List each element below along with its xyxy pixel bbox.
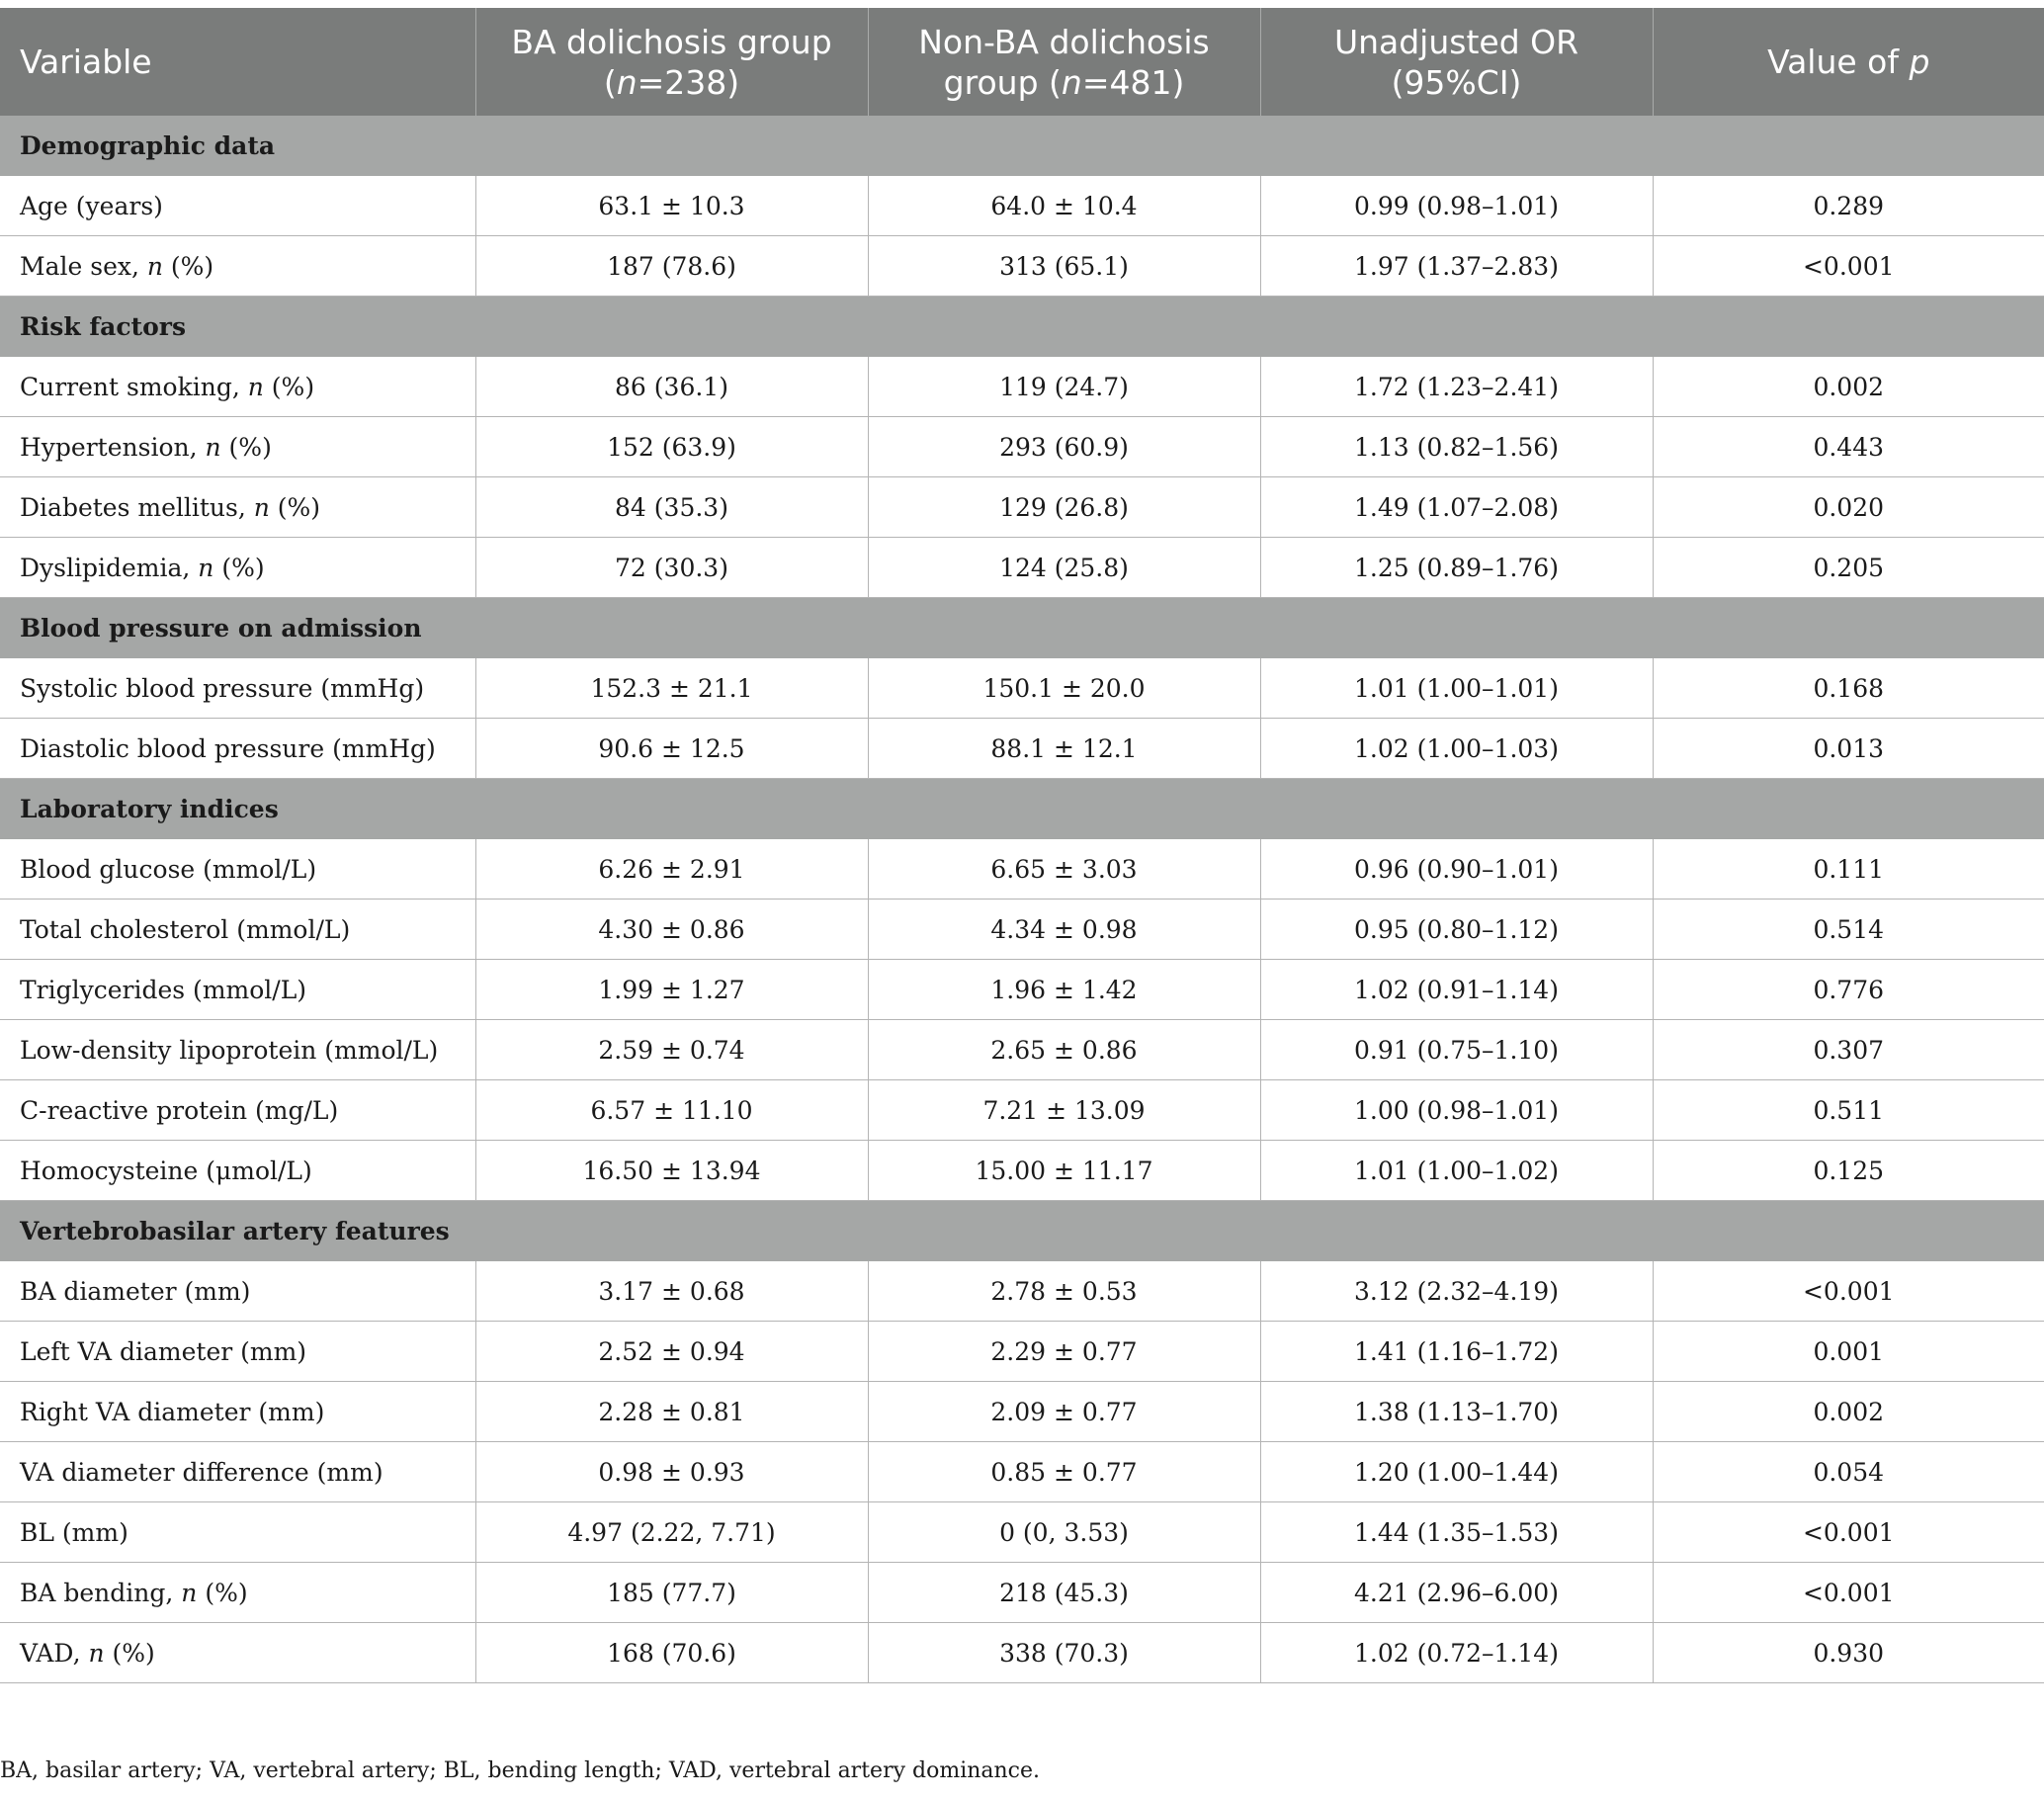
table-row [0, 1322, 2044, 1382]
row-label: BA diameter (mm) [0, 1261, 475, 1322]
row-label: VA diameter difference (mm) [0, 1442, 475, 1502]
cell-non-ba-group: 2.09 ± 0.77 [868, 1382, 1260, 1442]
table-row [0, 1080, 2044, 1141]
cell-p-value: <0.001 [1653, 1502, 2044, 1563]
cell-ba-group: 63.1 ± 10.3 [475, 176, 868, 236]
cell-ba-group: 2.28 ± 0.81 [475, 1382, 868, 1442]
table-row [0, 1020, 2044, 1080]
cell-p-value: 0.020 [1653, 477, 2044, 538]
cell-non-ba-group: 124 (25.8) [868, 538, 1260, 598]
cell-unadjusted-or: 1.72 (1.23–2.41) [1260, 357, 1653, 417]
header-variable: Variable [0, 8, 475, 116]
cell-p-value: 0.168 [1653, 658, 2044, 719]
cell-ba-group: 4.30 ± 0.86 [475, 900, 868, 960]
cell-ba-group: 72 (30.3) [475, 538, 868, 598]
table-row [0, 1623, 2044, 1683]
header-unadjusted-or: Unadjusted OR (95%CI) [1260, 8, 1653, 116]
cell-p-value: 0.054 [1653, 1442, 2044, 1502]
cell-non-ba-group: 7.21 ± 13.09 [868, 1080, 1260, 1141]
cell-p-value: <0.001 [1653, 1563, 2044, 1623]
cell-unadjusted-or: 1.02 (0.72–1.14) [1260, 1623, 1653, 1683]
cell-non-ba-group: 4.34 ± 0.98 [868, 900, 1260, 960]
table-row [0, 176, 2044, 236]
cell-unadjusted-or: 0.91 (0.75–1.10) [1260, 1020, 1653, 1080]
cell-unadjusted-or: 0.99 (0.98–1.01) [1260, 176, 1653, 236]
cell-non-ba-group: 313 (65.1) [868, 236, 1260, 297]
cell-non-ba-group: 2.29 ± 0.77 [868, 1322, 1260, 1382]
row-label: Male sex, n (%) [0, 236, 475, 297]
section-title: Risk factors [0, 297, 2044, 357]
cell-p-value: 0.125 [1653, 1141, 2044, 1201]
row-label: Current smoking, n (%) [0, 357, 475, 417]
cell-p-value: 0.514 [1653, 900, 2044, 960]
cell-non-ba-group: 0.85 ± 0.77 [868, 1442, 1260, 1502]
row-label: Blood glucose (mmol/L) [0, 839, 475, 900]
row-label: Age (years) [0, 176, 475, 236]
row-label: Right VA diameter (mm) [0, 1382, 475, 1442]
cell-non-ba-group: 64.0 ± 10.4 [868, 176, 1260, 236]
row-label: Diastolic blood pressure (mmHg) [0, 719, 475, 779]
cell-p-value: 0.289 [1653, 176, 2044, 236]
cell-p-value: 0.111 [1653, 839, 2044, 900]
header-p-value: Value of p [1653, 8, 2044, 116]
cell-non-ba-group: 129 (26.8) [868, 477, 1260, 538]
cell-unadjusted-or: 1.44 (1.35–1.53) [1260, 1502, 1653, 1563]
cell-p-value: 0.307 [1653, 1020, 2044, 1080]
cell-p-value: 0.205 [1653, 538, 2044, 598]
cell-ba-group: 185 (77.7) [475, 1563, 868, 1623]
row-label: Systolic blood pressure (mmHg) [0, 658, 475, 719]
section-row [0, 1201, 2044, 1261]
cell-unadjusted-or: 1.25 (0.89–1.76) [1260, 538, 1653, 598]
cell-ba-group: 6.26 ± 2.91 [475, 839, 868, 900]
row-label: Triglycerides (mmol/L) [0, 960, 475, 1020]
cell-unadjusted-or: 1.38 (1.13–1.70) [1260, 1382, 1653, 1442]
cell-ba-group: 16.50 ± 13.94 [475, 1141, 868, 1201]
cell-non-ba-group: 2.65 ± 0.86 [868, 1020, 1260, 1080]
cell-ba-group: 6.57 ± 11.10 [475, 1080, 868, 1141]
section-title: Laboratory indices [0, 779, 2044, 839]
section-row [0, 297, 2044, 357]
row-label: BA bending, n (%) [0, 1563, 475, 1623]
header-row [0, 8, 2044, 116]
cell-unadjusted-or: 1.97 (1.37–2.83) [1260, 236, 1653, 297]
table-row [0, 236, 2044, 297]
cell-non-ba-group: 0 (0, 3.53) [868, 1502, 1260, 1563]
cell-unadjusted-or: 1.13 (0.82–1.56) [1260, 417, 1653, 477]
table-row [0, 1563, 2044, 1623]
table-body [0, 116, 2044, 1683]
row-label: Hypertension, n (%) [0, 417, 475, 477]
row-label: Low-density lipoprotein (mmol/L) [0, 1020, 475, 1080]
cell-non-ba-group: 150.1 ± 20.0 [868, 658, 1260, 719]
cell-unadjusted-or: 4.21 (2.96–6.00) [1260, 1563, 1653, 1623]
row-label: Left VA diameter (mm) [0, 1322, 475, 1382]
cell-unadjusted-or: 1.01 (1.00–1.02) [1260, 1141, 1653, 1201]
cell-ba-group: 152 (63.9) [475, 417, 868, 477]
cell-unadjusted-or: 1.02 (0.91–1.14) [1260, 960, 1653, 1020]
cell-p-value: <0.001 [1653, 1261, 2044, 1322]
table-row [0, 357, 2044, 417]
table-row [0, 1502, 2044, 1563]
header-ba-group: BA dolichosis group (n=238) [475, 8, 868, 116]
cell-p-value: 0.013 [1653, 719, 2044, 779]
table-row [0, 719, 2044, 779]
cell-ba-group: 168 (70.6) [475, 1623, 868, 1683]
row-label: Homocysteine (μmol/L) [0, 1141, 475, 1201]
table-row [0, 1261, 2044, 1322]
cell-p-value: 0.776 [1653, 960, 2044, 1020]
section-row [0, 779, 2044, 839]
cell-p-value: 0.443 [1653, 417, 2044, 477]
cell-p-value: <0.001 [1653, 236, 2044, 297]
table-footnote: BA, basilar artery; VA, vertebral artery; BL, bending length; VAD, vertebral artery dominance. [0, 1758, 1041, 1783]
cell-non-ba-group: 218 (45.3) [868, 1563, 1260, 1623]
row-label: BL (mm) [0, 1502, 475, 1563]
cell-ba-group: 2.59 ± 0.74 [475, 1020, 868, 1080]
cell-p-value: 0.001 [1653, 1322, 2044, 1382]
cell-unadjusted-or: 1.20 (1.00–1.44) [1260, 1442, 1653, 1502]
cell-non-ba-group: 2.78 ± 0.53 [868, 1261, 1260, 1322]
section-row [0, 598, 2044, 658]
table-row [0, 658, 2044, 719]
cell-non-ba-group: 6.65 ± 3.03 [868, 839, 1260, 900]
cell-p-value: 0.002 [1653, 1382, 2044, 1442]
row-label: Total cholesterol (mmol/L) [0, 900, 475, 960]
cell-unadjusted-or: 3.12 (2.32–4.19) [1260, 1261, 1653, 1322]
cell-p-value: 0.930 [1653, 1623, 2044, 1683]
table-row [0, 1141, 2044, 1201]
row-label: Diabetes mellitus, n (%) [0, 477, 475, 538]
table-row [0, 417, 2044, 477]
cell-unadjusted-or: 0.96 (0.90–1.01) [1260, 839, 1653, 900]
cell-ba-group: 4.97 (2.22, 7.71) [475, 1502, 868, 1563]
table-row [0, 900, 2044, 960]
table-row [0, 538, 2044, 598]
row-label: VAD, n (%) [0, 1623, 475, 1683]
table-row [0, 477, 2044, 538]
section-title: Demographic data [0, 116, 2044, 176]
cell-ba-group: 2.52 ± 0.94 [475, 1322, 868, 1382]
cell-unadjusted-or: 1.49 (1.07–2.08) [1260, 477, 1653, 538]
cell-non-ba-group: 1.96 ± 1.42 [868, 960, 1260, 1020]
cell-ba-group: 3.17 ± 0.68 [475, 1261, 868, 1322]
cell-ba-group: 84 (35.3) [475, 477, 868, 538]
cell-non-ba-group: 338 (70.3) [868, 1623, 1260, 1683]
cell-ba-group: 152.3 ± 21.1 [475, 658, 868, 719]
cell-p-value: 0.511 [1653, 1080, 2044, 1141]
cell-unadjusted-or: 1.01 (1.00–1.01) [1260, 658, 1653, 719]
cell-ba-group: 1.99 ± 1.27 [475, 960, 868, 1020]
cell-non-ba-group: 293 (60.9) [868, 417, 1260, 477]
cell-p-value: 0.002 [1653, 357, 2044, 417]
table-row [0, 1382, 2044, 1442]
row-label: Dyslipidemia, n (%) [0, 538, 475, 598]
cell-non-ba-group: 88.1 ± 12.1 [868, 719, 1260, 779]
cell-ba-group: 187 (78.6) [475, 236, 868, 297]
cell-non-ba-group: 15.00 ± 11.17 [868, 1141, 1260, 1201]
cell-non-ba-group: 119 (24.7) [868, 357, 1260, 417]
cell-unadjusted-or: 1.00 (0.98–1.01) [1260, 1080, 1653, 1141]
header-non-ba-group: Non-BA dolichosis group (n=481) [868, 8, 1260, 116]
section-title: Blood pressure on admission [0, 598, 2044, 658]
cell-ba-group: 90.6 ± 12.5 [475, 719, 868, 779]
cell-unadjusted-or: 1.02 (1.00–1.03) [1260, 719, 1653, 779]
cell-ba-group: 0.98 ± 0.93 [475, 1442, 868, 1502]
cell-unadjusted-or: 0.95 (0.80–1.12) [1260, 900, 1653, 960]
row-label: C-reactive protein (mg/L) [0, 1080, 475, 1141]
table-row [0, 960, 2044, 1020]
section-row [0, 116, 2044, 176]
section-title: Vertebrobasilar artery features [0, 1201, 2044, 1261]
table-row [0, 839, 2044, 900]
cell-unadjusted-or: 1.41 (1.16–1.72) [1260, 1322, 1653, 1382]
cell-ba-group: 86 (36.1) [475, 357, 868, 417]
results-table [0, 8, 2044, 1683]
table-row [0, 1442, 2044, 1502]
